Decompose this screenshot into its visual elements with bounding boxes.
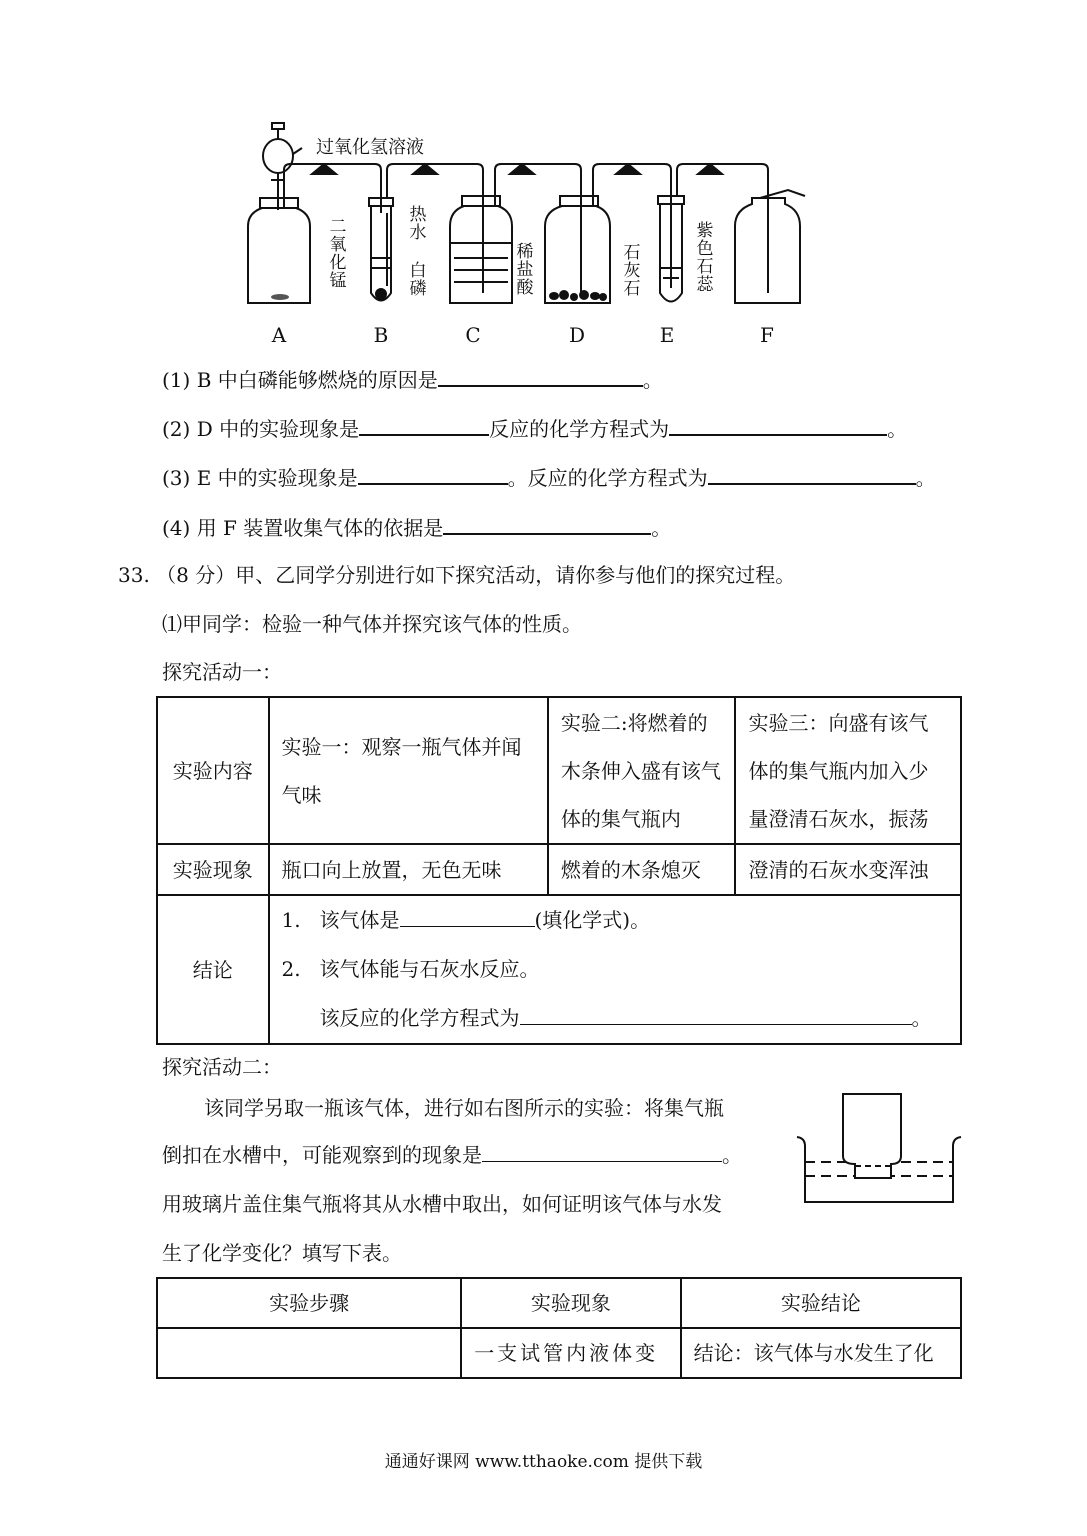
table-cell: 实验一：观察一瓶气体并闻气味 xyxy=(269,697,548,844)
experiment-table-2 xyxy=(156,1277,962,1379)
reagent-label-white-phosphorus: 白磷 xyxy=(409,261,427,299)
activity-1-title: 探究活动一： xyxy=(162,660,282,684)
apparatus-label-b: B xyxy=(373,323,389,347)
table-header-cell: 实验结论 xyxy=(681,1278,961,1328)
reagent-label-litmus: 紫色石蕊 xyxy=(696,221,714,295)
reagent-label-h2o2: 过氧化氢溶液 xyxy=(316,137,424,158)
paragraph-line-3: 用玻璃片盖住集气瓶将其从水槽中取出，如何证明该气体与水发 xyxy=(162,1192,722,1216)
table-header-cell: 实验现象 xyxy=(461,1278,680,1328)
table-cell: 澄清的石灰水变浑浊 xyxy=(735,844,961,895)
table-cell: 燃着的木条熄灭 xyxy=(548,844,736,895)
apparatus-label-f: F xyxy=(760,323,774,347)
apparatus-label-c: C xyxy=(465,323,481,347)
apparatus-label-e: E xyxy=(659,323,675,347)
answer-blank[interactable] xyxy=(520,1006,912,1025)
paragraph-line-4: 生了化学变化？填写下表。 xyxy=(162,1241,402,1265)
table-cell: 结论 xyxy=(157,895,269,1044)
table-cell: 实验内容 xyxy=(157,697,269,844)
apparatus-label-d: D xyxy=(568,323,586,347)
question-33-header: 33. （8 分）甲、乙同学分别进行如下探究活动，请你参与他们的探究过程。 xyxy=(118,563,796,587)
question-33-sub1: ⑴甲同学：检验一种气体并探究该气体的性质。 xyxy=(162,612,582,636)
table-cell: 实验现象 xyxy=(157,844,269,895)
answer-blank[interactable] xyxy=(400,908,535,927)
answer-blank[interactable] xyxy=(443,515,651,535)
conclusion-cell xyxy=(269,895,962,1044)
answer-blank[interactable] xyxy=(708,465,916,485)
paragraph-line-2: 倒扣在水槽中，可能观察到的现象是 。 xyxy=(162,1143,742,1167)
table-header-cell: 实验步骤 xyxy=(157,1278,461,1328)
water-trough-figure xyxy=(795,1090,965,1210)
conclusion-line-3: 该反应的化学方程式为 。 xyxy=(319,1006,932,1030)
answer-blank[interactable] xyxy=(669,416,887,436)
table-cell: 瓶口向上放置，无色无味 xyxy=(269,844,548,895)
apparatus-label-a: A xyxy=(271,323,287,347)
paragraph-line-1: 该同学另取一瓶该气体，进行如右图所示的实验：将集气瓶 xyxy=(204,1096,724,1120)
conclusion-line-2: 2. 该气体能与石灰水反应。 xyxy=(281,957,540,981)
conclusion-line-1: 1. 该气体是 (填化学式)。 xyxy=(281,908,651,932)
answer-blank[interactable] xyxy=(358,465,508,485)
table-cell: 实验三：向盛有该气体的集气瓶内加入少量澄清石灰水，振荡 xyxy=(735,697,961,844)
question-32-3: (3) E 中的实验现象是 。反应的化学方程式为 。 xyxy=(162,466,936,490)
reagent-label-hot-water: 热水 xyxy=(409,205,427,243)
answer-blank[interactable] xyxy=(482,1143,722,1162)
question-32-1: (1) B 中白磷能够燃烧的原因是 。 xyxy=(162,368,663,392)
table-cell: 一支试管内液体变 xyxy=(461,1328,680,1378)
question-32-4: (4) 用 F 装置收集气体的依据是 。 xyxy=(162,516,672,540)
reagent-label-hcl: 稀盐酸 xyxy=(516,242,534,298)
answer-blank[interactable] xyxy=(438,367,643,387)
reagent-label-mno2: 二氧化锰 xyxy=(329,217,347,291)
experiment-table-1 xyxy=(156,696,962,1045)
reagent-label-limestone: 石灰石 xyxy=(623,243,641,299)
question-32-2: (2) D 中的实验现象是 反应的化学方程式为 。 xyxy=(162,417,908,441)
table-cell: 实验二:将燃着的木条伸入盛有该气体的集气瓶内 xyxy=(548,697,736,844)
activity-2-title: 探究活动二： xyxy=(162,1055,282,1079)
table-cell[interactable] xyxy=(157,1328,461,1378)
table-cell: 结论：该气体与水发生了化 xyxy=(681,1328,961,1378)
footer-credit: 通通好课网 www.tthaoke.com 提供下载 xyxy=(384,1452,703,1472)
answer-blank[interactable] xyxy=(359,416,489,436)
